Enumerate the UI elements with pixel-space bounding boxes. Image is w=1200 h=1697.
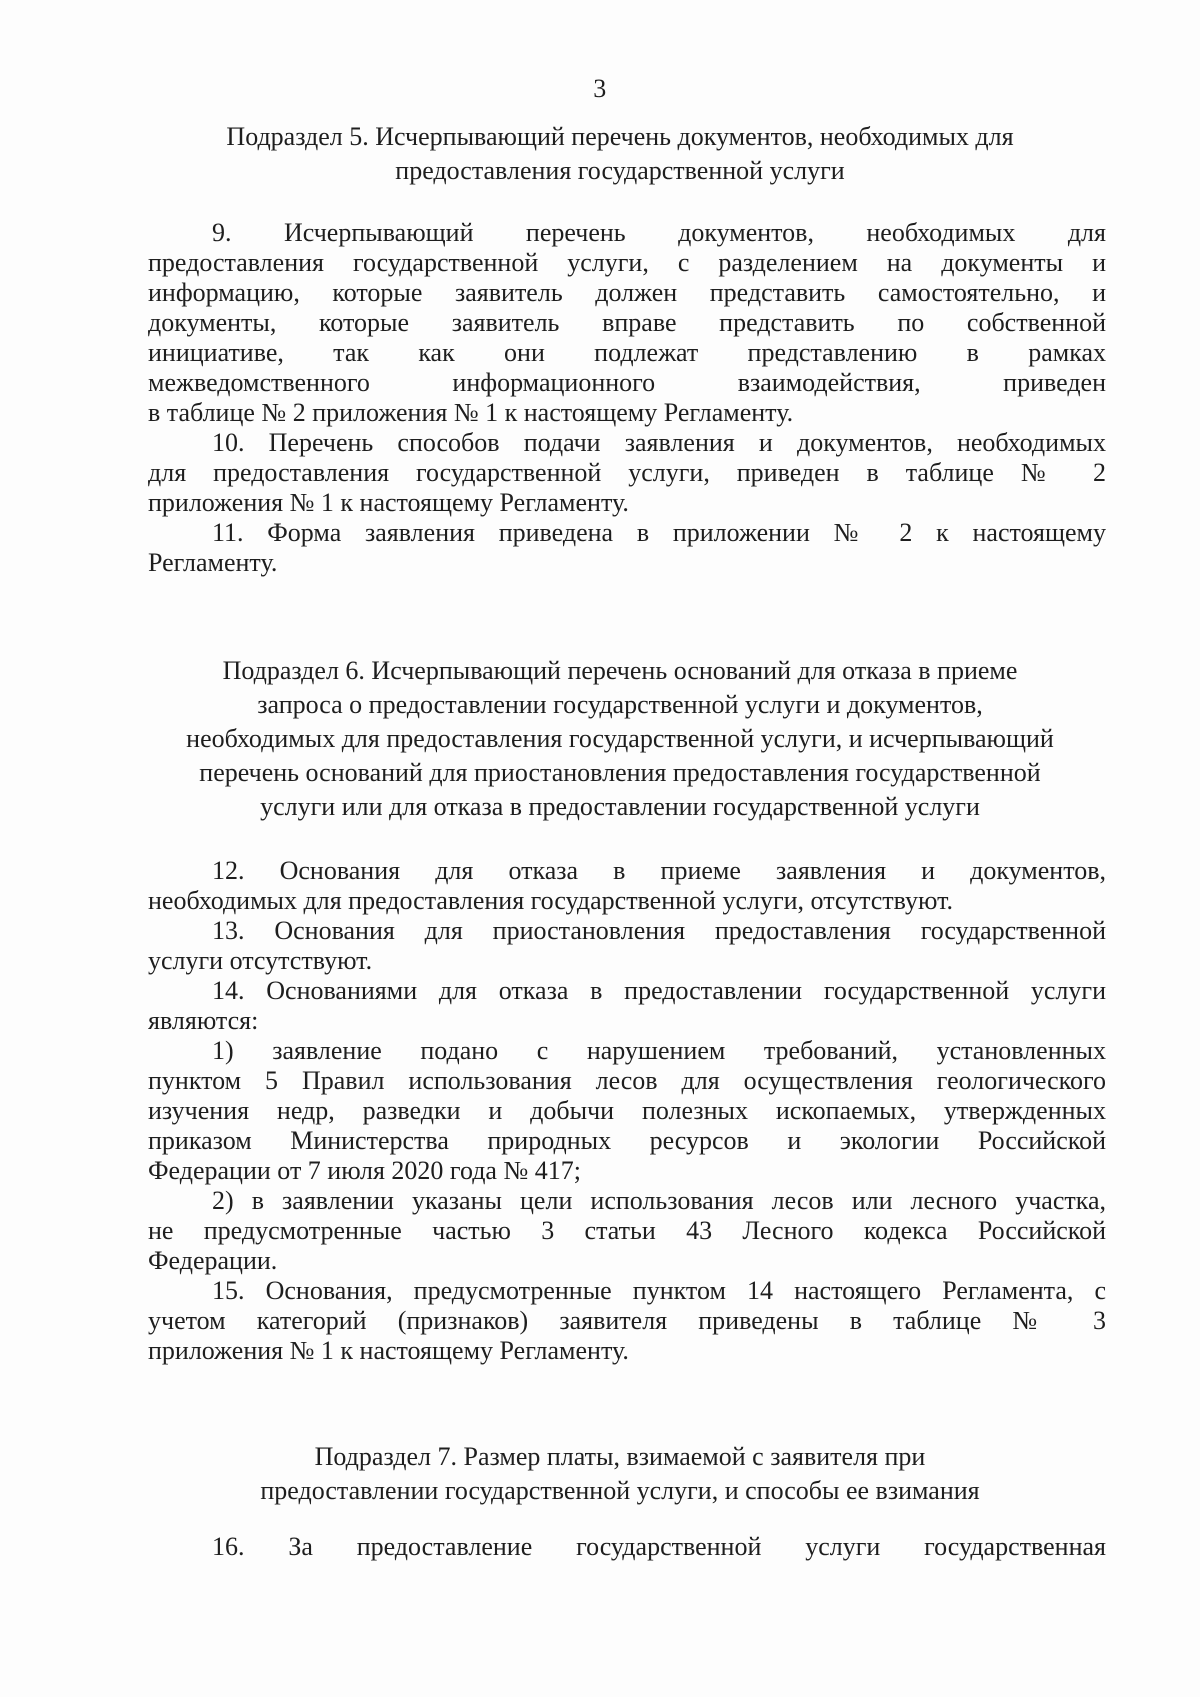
section7-heading-line: Подраздел 7. Размер платы, взимаемой с заявителя при xyxy=(314,1442,926,1471)
section7-heading xyxy=(150,1440,1090,1508)
paragraph-line: пунктом 5 Правил использования лесов для осуществления геологического xyxy=(148,1066,1106,1095)
paragraph-line: 11. Форма заявления приведена в приложении № 2 к настоящему xyxy=(212,518,1106,547)
paragraph-14-item-2 xyxy=(148,1186,1106,1276)
paragraph-10 xyxy=(148,428,1106,518)
paragraph-line: в таблице № 2 приложения № 1 к настоящему Регламенту. xyxy=(148,398,794,427)
section6-heading xyxy=(150,654,1090,824)
section7-heading-line: предоставлении государственной услуги, и способы ее взимания xyxy=(260,1476,980,1505)
section6-heading-line: необходимых для предоставления государственной услуги, и исчерпывающий xyxy=(186,724,1054,753)
paragraph-line: 13. Основания для приостановления предоставления государственной xyxy=(212,916,1106,945)
paragraph-line: документы, которые заявитель вправе представить по собственной xyxy=(148,308,1106,337)
section6-heading-line: перечень оснований для приостановления предоставления государственной xyxy=(199,758,1041,787)
paragraph-line: 15. Основания, предусмотренные пунктом 14 настоящего Регламента, с xyxy=(212,1276,1106,1305)
paragraph-line: межведомственного информационного взаимодействия, приведен xyxy=(148,368,1106,397)
paragraph-line: услуги отсутствуют. xyxy=(148,946,373,975)
paragraph-line: изучения недр, разведки и добычи полезных ископаемых, утвержденных xyxy=(148,1096,1106,1125)
paragraph-line: Федерации. xyxy=(148,1246,278,1275)
paragraph-line: 1) заявление подано с нарушением требований, установленных xyxy=(212,1036,1106,1065)
section5-heading-line: предоставления государственной услуги xyxy=(395,156,845,185)
paragraph-line: для предоставления государственной услуги, приведен в таблице № 2 xyxy=(148,458,1106,487)
paragraph-line: 10. Перечень способов подачи заявления и документов, необходимых xyxy=(212,428,1106,457)
paragraph-line: 16. За предоставление государственной услуги государственная xyxy=(212,1532,1106,1561)
paragraph-15 xyxy=(148,1276,1106,1366)
paragraph-line: информацию, которые заявитель должен представить самостоятельно, и xyxy=(148,278,1106,307)
paragraph-line: приложения № 1 к настоящему Регламенту. xyxy=(148,1336,629,1365)
paragraph-line: приложения № 1 к настоящему Регламенту. xyxy=(148,488,629,517)
paragraph-line: инициативе, так как они подлежат представлению в рамках xyxy=(148,338,1106,367)
section5-heading xyxy=(150,120,1090,188)
section7-body xyxy=(148,1532,1106,1562)
page-number: 3 xyxy=(593,74,607,103)
section5-heading-line: Подраздел 5. Исчерпывающий перечень документов, необходимых для xyxy=(226,122,1014,151)
section6-body xyxy=(148,856,1106,1366)
paragraph-9 xyxy=(148,218,1106,428)
paragraph-16 xyxy=(148,1532,1106,1562)
paragraph-line: являются: xyxy=(148,1006,259,1035)
section6-heading-line: услуги или для отказа в предоставлении государственной услуги xyxy=(260,792,980,821)
paragraph-line: Федерации от 7 июля 2020 года № 417; xyxy=(148,1156,581,1185)
paragraph-line: 2) в заявлении указаны цели использования лесов или лесного участка, xyxy=(212,1186,1106,1215)
paragraph-line: Регламенту. xyxy=(148,548,278,577)
paragraph-14-item-1 xyxy=(148,1036,1106,1186)
section6-heading-line: запроса о предоставлении государственной услуги и документов, xyxy=(257,690,983,719)
paragraph-line: не предусмотренные частью 3 статьи 43 Лесного кодекса Российской xyxy=(148,1216,1106,1245)
paragraph-line: необходимых для предоставления государственной услуги, отсутствуют. xyxy=(148,886,954,915)
paragraph-line: предоставления государственной услуги, с разделением на документы и xyxy=(148,248,1106,277)
paragraph-line: 14. Основаниями для отказа в предоставлении государственной услуги xyxy=(212,976,1106,1005)
section6-heading-line: Подраздел 6. Исчерпывающий перечень оснований для отказа в приеме xyxy=(222,656,1018,685)
paragraph-12 xyxy=(148,856,1106,916)
paragraph-13 xyxy=(148,916,1106,976)
paragraph-line: приказом Министерства природных ресурсов и экологии Российской xyxy=(148,1126,1106,1155)
paragraph-line: 12. Основания для отказа в приеме заявления и документов, xyxy=(212,856,1106,885)
paragraph-14 xyxy=(148,976,1106,1036)
section5-body xyxy=(148,218,1106,578)
paragraph-11 xyxy=(148,518,1106,578)
paragraph-line: учетом категорий (признаков) заявителя приведены в таблице № 3 xyxy=(148,1306,1106,1335)
paragraph-line: 9. Исчерпывающий перечень документов, необходимых для xyxy=(212,218,1106,247)
